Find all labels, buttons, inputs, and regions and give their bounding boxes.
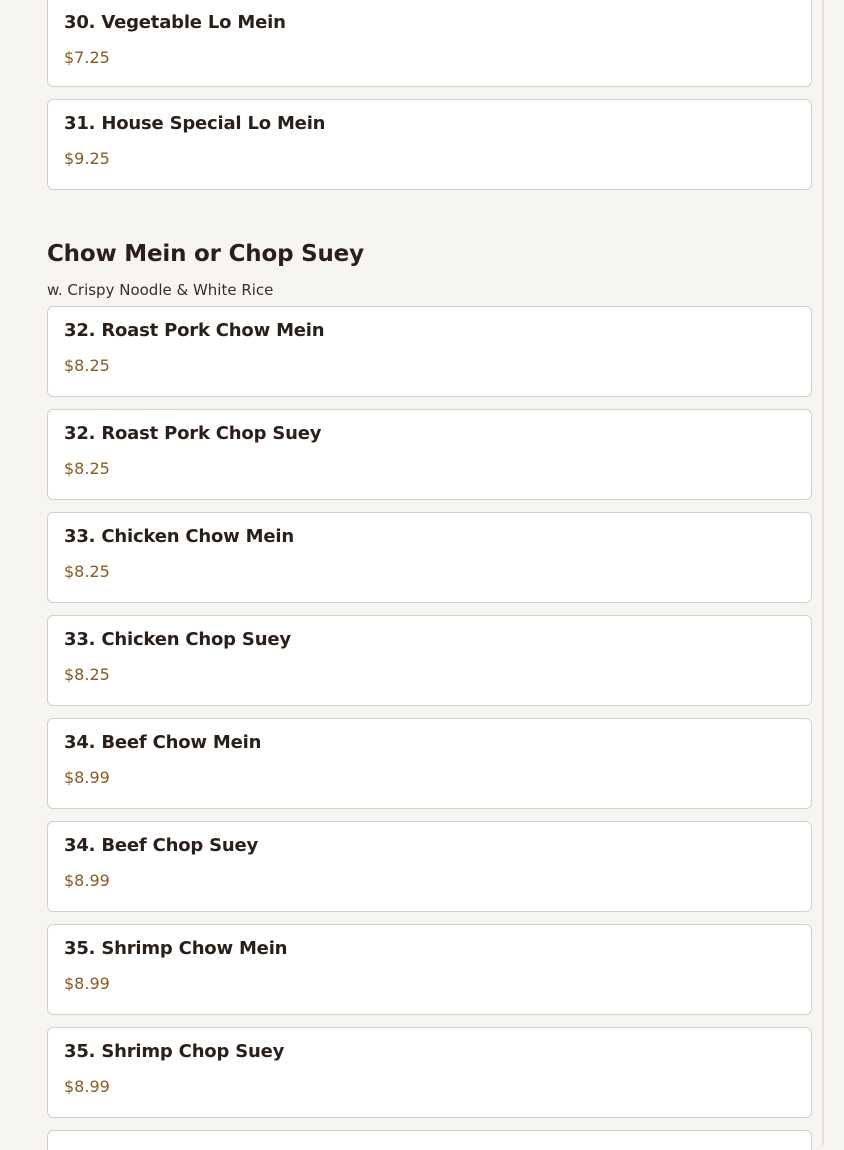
menu-item-price: $8.99 <box>64 974 110 993</box>
menu-item-name: 30. Vegetable Lo Mein <box>64 12 286 33</box>
menu-item-card[interactable] <box>47 615 812 706</box>
menu-item-price: $8.99 <box>64 871 110 890</box>
menu-item-name: 32. Roast Pork Chow Mein <box>64 320 325 341</box>
menu-item-card[interactable] <box>47 99 812 190</box>
menu-item-card[interactable] <box>47 1130 812 1150</box>
scroll-divider <box>822 0 824 1145</box>
menu-item-card[interactable] <box>47 409 812 500</box>
section-title: Chow Mein or Chop Suey <box>47 241 364 267</box>
menu-item-card[interactable] <box>47 718 812 809</box>
menu-item-card[interactable] <box>47 1027 812 1118</box>
menu-item-card[interactable] <box>47 512 812 603</box>
section-header <box>47 202 812 306</box>
menu-item-name: 35. Shrimp Chow Mein <box>64 938 288 959</box>
menu-item-price: $8.25 <box>64 356 110 375</box>
menu-item-price: $9.25 <box>64 149 110 168</box>
menu-item-name: 35. Shrimp Chop Suey <box>64 1041 285 1062</box>
menu-item-price: $8.99 <box>64 768 110 787</box>
menu-item-name: 32. Roast Pork Chop Suey <box>64 423 322 444</box>
menu-item-card[interactable] <box>47 924 812 1015</box>
menu-item-name: 33. Chicken Chop Suey <box>64 629 291 650</box>
menu-item-price: $8.99 <box>64 1077 110 1096</box>
menu-item-card[interactable] <box>47 306 812 397</box>
menu-item-name: 34. Beef Chow Mein <box>64 732 262 753</box>
menu-item-card[interactable] <box>47 0 812 87</box>
menu-item-name: 34. Beef Chop Suey <box>64 835 259 856</box>
menu-item-price: $8.25 <box>64 562 110 581</box>
menu-item-name: 33. Chicken Chow Mein <box>64 526 294 547</box>
section-subtitle: w. Crispy Noodle & White Rice <box>47 281 274 299</box>
menu-content <box>47 0 812 1150</box>
menu-item-name: 31. House Special Lo Mein <box>64 113 326 134</box>
menu-item-price: $8.25 <box>64 665 110 684</box>
menu-item-card[interactable] <box>47 821 812 912</box>
menu-item-price: $7.25 <box>64 48 110 67</box>
menu-item-price: $8.25 <box>64 459 110 478</box>
